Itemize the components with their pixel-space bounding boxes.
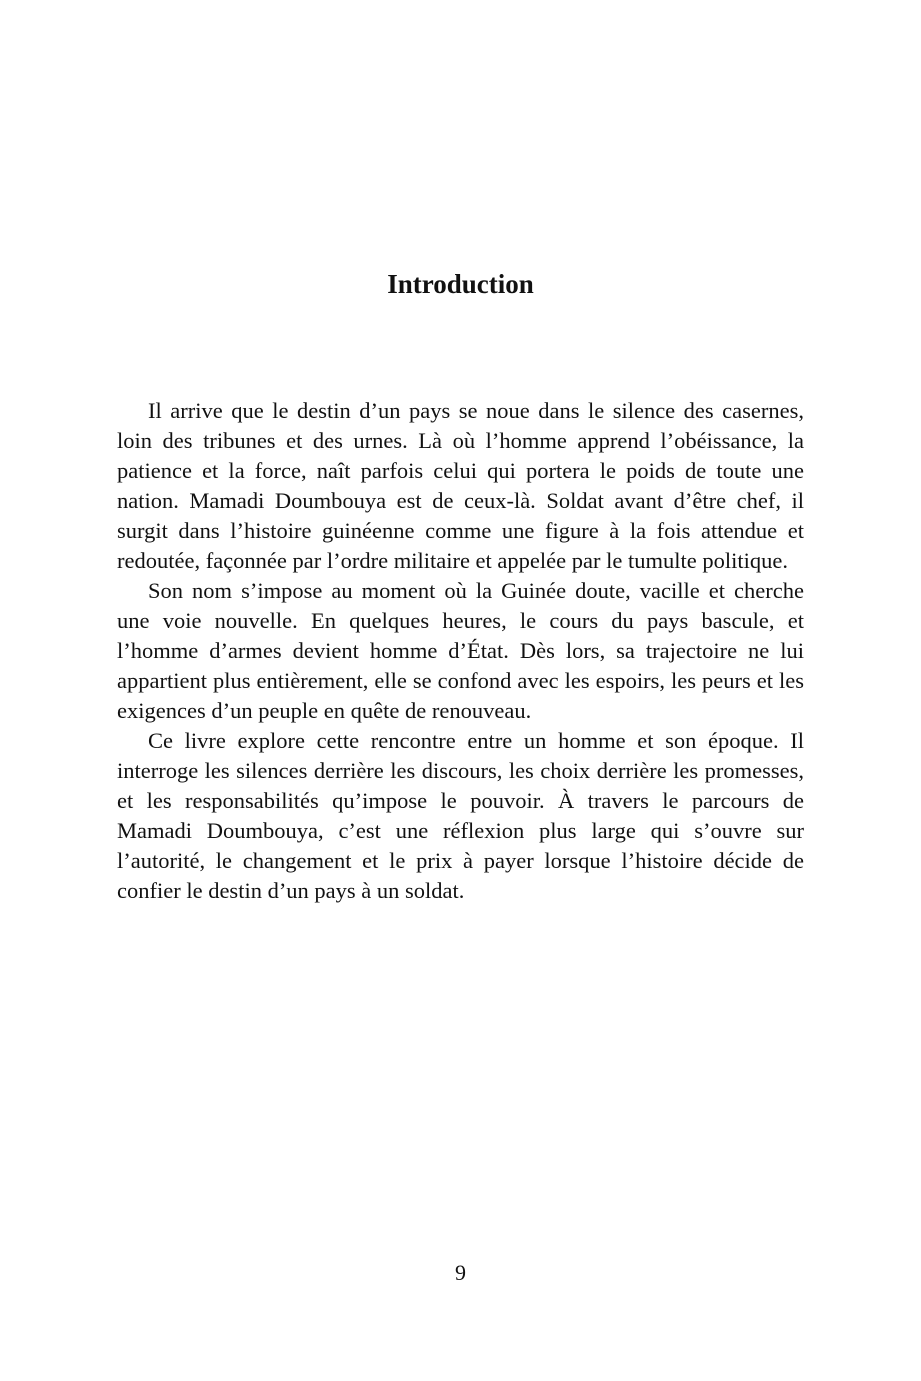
paragraph: Son nom s’impose au moment où la Guinée doute, vacille et cherche une voie nouvelle. En quelques heures, le cours du pays bascule, et l’homme d’armes devient homme d’État. Dès lors, sa trajectoire ne lui appartient plus entièrement, elle se confond avec les espoirs, les peurs et les exigences d’un peuple en quête de renouveau. [117,578,804,723]
page-number: 9 [455,1260,466,1285]
chapter-body [117,396,804,906]
chapter-title: Introduction [387,269,534,299]
paragraph: Ce livre explore cette rencontre entre un homme et son époque. Il interroge les silences derrière les discours, les choix derrière les promesses, et les responsabilités qu’impose le pouvoir. À travers le parcours de Mamadi Doumbouya, c’est une réflexion plus large qui s’ouvre sur l’autorité, le changement et le prix à payer lorsque l’histoire décide de confier le destin d’un pays à un soldat. [117,728,804,903]
paragraph: Il arrive que le destin d’un pays se noue dans le silence des casernes, loin des tribunes et des urnes. Là où l’homme apprend l’obéissance, la patience et la force, naît parfois celui qui portera le poids de toute une nation. Mamadi Doumbouya est de ceux-là. Soldat avant d’être chef, il surgit dans l’histoire guinéenne comme une figure à la fois attendue et redoutée, façonnée par l’ordre militaire et appelée par le tumulte politique. [117,398,804,573]
